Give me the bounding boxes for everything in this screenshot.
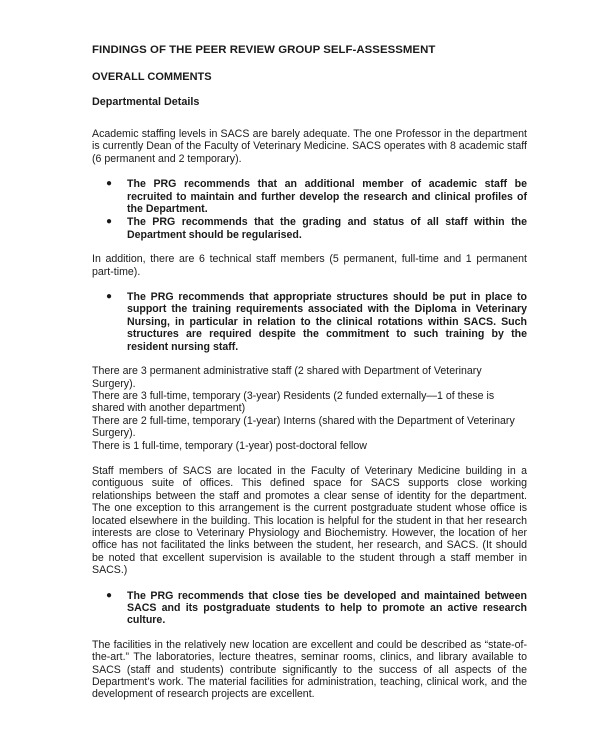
section-heading: OVERALL COMMENTS — [92, 71, 212, 83]
staff-line: There is 1 full-time, temporary (1-year) post-doctoral fellow — [92, 439, 367, 452]
recommendation-item: ● The PRG recommends that close ties be developed and maintained between SACS and its postgraduate students to help to promote an active research culture. — [106, 589, 527, 627]
staff-line: There are 3 full-time, temporary (3-year) Residents (2 funded externally—1 of these is shared with another department) — [92, 389, 495, 415]
recommendation-item: ● The PRG recommends that the grading and status of all staff within the Department should be regularised. — [106, 216, 527, 241]
subsection-heading: Departmental Details — [92, 96, 200, 108]
paragraph-facilities: The facilities in the relatively new location are excellent and could be described as “state-of-the-art.” The laboratories, lecture theatres, seminar rooms, clinics, and library available to SACS (staff and students) contribute significantly to the success of all aspects of the Department’s work. The material facilities for administration, teaching, clinical work, and the development of research projects are excellent. — [92, 638, 527, 701]
recommendation-list-1 — [92, 178, 527, 241]
paragraph-staffing: Academic staffing levels in SACS are barely adequate. The one Professor in the department is currently Dean of the Faculty of Veterinary Medicine. SACS operates with 8 academic staff (6 permanent and 2 temporary). — [92, 128, 527, 165]
recommendation-item: ● The PRG recommends that appropriate structures should be put in place to support the training requirements associated with the Diploma in Veterinary Nursing, in particular in relation to the clinical rotations within SACS. Such structures are required despite the commitment to such training by the resident nursing staff. — [106, 291, 527, 353]
recommendation-item: ● The PRG recommends that an additional member of academic staff be recruited to maintain and further develop the research and clinical profiles of the Department. — [106, 178, 527, 216]
staff-line: There are 3 permanent administrative staff (2 shared with Department of Veterinary Surgery). — [92, 365, 482, 390]
bullet-icon: ● — [106, 589, 113, 601]
bullet-icon: ● — [106, 216, 113, 228]
paragraph-location: Staff members of SACS are located in the Faculty of Veterinary Medicine building in a contiguous suite of offices. This defined space for SACS supports close working relationships between the staff and promotes a clear sense of identity for the department. The one exception to this arrangement is the current postgraduate student whose office is located elsewhere in the building. This location is helpful for the student in that her research interests are close to Veterinary Physiology and Biochemistry. However, the location of her office has not facilitated the links between the student, her research, and SACS. (It should be noted that excellent supervision is available to the student through a staff member in SACS.) — [92, 464, 527, 577]
recommendation-list-2 — [92, 291, 527, 353]
bullet-icon: ● — [106, 178, 113, 190]
staff-lines — [92, 365, 527, 452]
recommendation-list-3 — [92, 590, 527, 627]
document-title: FINDINGS OF THE PEER REVIEW GROUP SELF-ASSESSMENT — [92, 44, 436, 56]
bullet-icon: ● — [106, 291, 113, 303]
paragraph-technical-staff: In addition, there are 6 technical staff members (5 permanent, full-time and 1 permanent part-time). — [92, 253, 527, 278]
staff-line: There are 2 full-time, temporary (1-year) Interns (shared with the Department of Veterinary Surgery). — [92, 414, 515, 440]
